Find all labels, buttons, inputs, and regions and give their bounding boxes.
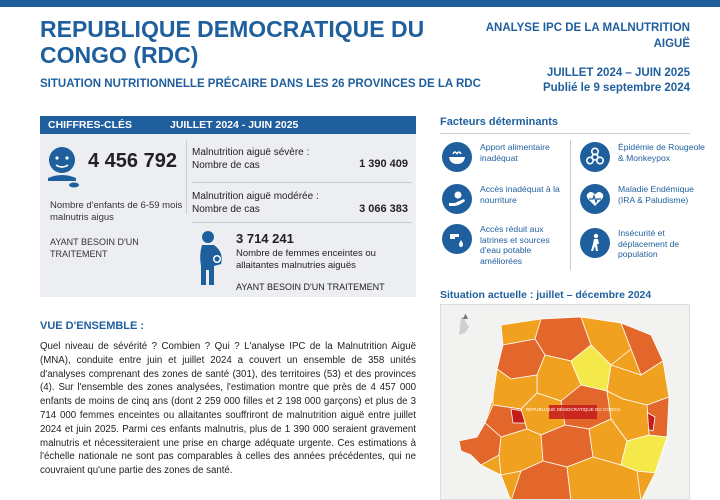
key-figures-period: JUILLET 2024 - JUIN 2025 <box>170 119 299 131</box>
factor-item <box>442 142 567 184</box>
key-figures-divider <box>192 182 412 183</box>
walking-person-icon <box>580 228 610 258</box>
overview-text: Quel niveau de sévérité ? Combien ? Qui ? L'analyse IPC de la Malnutrition Aiguë (MNA), conduite entre juin et juillet 2024 a couvert un ensemble de 358 unités d'analyses comprenant des zones de santé (301), des territoires (53) et des provinces (4). Sur l'ensemble des zones analysées, l'estimation montre que près de 4 457 000 enfants de moins de cinq ans (dont 2 259 000 filles et 2 198 000 garçons) et plus de 3 714 000 femmes enceintes ou allaitantes souffriront de malnutrition aiguë entre juillet 2024 et juin 2025. Parmi ces enfants malnutris, plus de 1 390 000 seraient gravement malnutris et nécessiteraient une prise en charge adéquate urgente. Ces estimations à l'échelle nationale ne sont pas comparables à celles des années précédentes, qui ne couvraient qu'une partie des zones de santé. <box>40 341 416 477</box>
factor-item <box>442 184 567 226</box>
map-country-label: RÉPUBLIQUE DÉMOCRATIQUE DU CONGO <box>525 407 621 412</box>
moderate-value: 3 066 383 <box>359 203 408 215</box>
factors-divider <box>440 133 690 134</box>
top-bar <box>0 0 720 7</box>
ipc-map <box>440 304 690 500</box>
women-total: 3 714 241 <box>236 231 294 246</box>
moderate-label: Malnutrition aiguë modérée : Nombre de cas <box>192 191 319 215</box>
women-need-label: AYANT BESOIN D'UN TRAITEMENT <box>236 282 385 292</box>
analysis-dates <box>450 66 690 96</box>
factors-divider <box>570 140 571 270</box>
factor-label: Insécurité et déplacement de population <box>618 228 680 260</box>
factor-item <box>442 224 567 266</box>
publication-date: Publié le 9 septembre 2024 <box>542 82 690 94</box>
factor-item <box>580 142 705 184</box>
food-bowl-icon <box>442 142 472 172</box>
children-total: 4 456 792 <box>88 150 177 172</box>
key-figures-divider <box>192 222 412 223</box>
factor-item <box>580 228 705 270</box>
analysis-label: ANALYSE IPC DE LA MALNUTRITION AIGUË <box>485 22 690 50</box>
overview-title: VUE D'ENSEMBLE : <box>40 320 145 332</box>
page-title: REPUBLIQUE DEMOCRATIQUE DU CONGO (RDC) <box>40 16 425 68</box>
map-title: Situation actuelle : juillet – décembre 2024 <box>440 289 652 301</box>
key-figures-header <box>40 116 416 134</box>
factor-item <box>580 184 705 226</box>
water-icon <box>442 224 472 254</box>
factor-label: Accès réduit aux latrines et sources d'eau potable améliorées <box>480 224 550 266</box>
analysis-period: JUILLET 2024 – JUIN 2025 <box>546 67 690 79</box>
factor-label: Accès inadéquat à la nourriture <box>480 184 560 205</box>
hand-food-icon <box>442 184 472 214</box>
women-label: Nombre de femmes enceintes ou allaitantes malnutries aiguës <box>236 248 376 271</box>
key-figures-title: CHIFFRES-CLÉS <box>48 119 132 131</box>
factors-title: Facteurs déterminants <box>440 116 558 128</box>
key-figures-divider <box>186 140 187 214</box>
heart-pulse-icon <box>580 184 610 214</box>
children-need-label: AYANT BESOIN D'UN TRAITEMENT <box>50 237 139 259</box>
factor-label: Épidémie de Rougeole & Monkeypox <box>618 142 705 163</box>
drc-map-graphic <box>441 305 690 500</box>
severe-label: Malnutrition aiguë sévère : Nombre de cas <box>192 147 310 171</box>
factor-label: Maladie Endémique (IRA & Paludisme) <box>618 184 694 205</box>
children-label: Nombre d'enfants de 6-59 mois malnutris aigus <box>50 200 183 223</box>
biohazard-icon <box>580 142 610 172</box>
page-subtitle: SITUATION NUTRITIONNELLE PRÉCAIRE DANS LES 26 PROVINCES DE LA RDC <box>40 78 481 90</box>
child-icon <box>44 145 80 189</box>
svg-text:▲: ▲ <box>461 311 470 321</box>
factor-label: Apport alimentaire inadéquat <box>480 142 550 163</box>
pregnant-woman-icon <box>194 230 226 288</box>
severe-value: 1 390 409 <box>359 158 408 170</box>
